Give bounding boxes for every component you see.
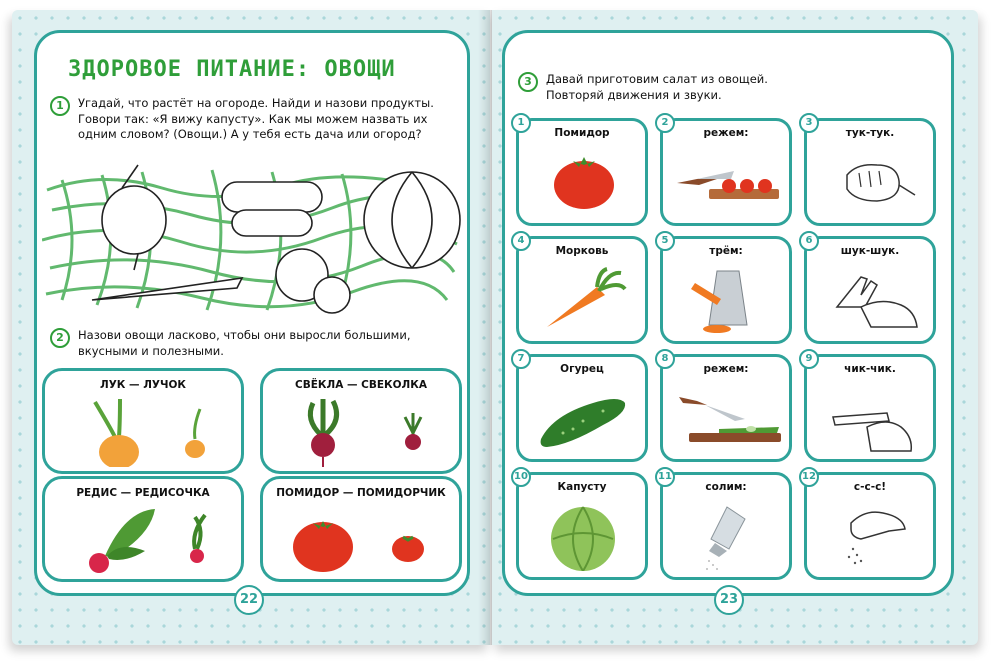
step-cell <box>516 472 648 580</box>
page-number-left: 22 <box>234 585 264 615</box>
step-label: Морковь <box>555 245 609 257</box>
grater-icon <box>687 263 767 335</box>
step-number: 6 <box>799 231 819 251</box>
vegetable-box-tomato <box>260 476 462 582</box>
step-label: режем: <box>703 363 749 375</box>
radish-icon <box>65 501 225 575</box>
carrot-icon <box>539 267 629 333</box>
step-label: тук-тук. <box>845 127 895 139</box>
vegetable-box-onion <box>42 368 244 474</box>
step-cell <box>660 236 792 344</box>
cucumber-icon <box>533 389 633 449</box>
step-cell <box>516 118 648 226</box>
task-3-text: Давай приготовим салат из овощей. Повторяй движения и звуки. <box>546 72 768 102</box>
left-page <box>12 10 490 645</box>
vegetable-puzzle-illustration <box>42 160 462 320</box>
step-cell <box>516 236 648 344</box>
vegetable-box-label: СВЁКЛА — СВЕКОЛКА <box>295 379 427 391</box>
step-label: солим: <box>705 481 747 493</box>
step-label: режем: <box>703 127 749 139</box>
step-number: 5 <box>655 231 675 251</box>
step-number: 12 <box>799 467 819 487</box>
step-number: 8 <box>655 349 675 369</box>
step-number: 11 <box>655 467 675 487</box>
step-cell <box>660 354 792 462</box>
step-label: чик-чик. <box>844 363 896 375</box>
page-number-right: 23 <box>714 585 744 615</box>
step-cell <box>516 354 648 462</box>
task-number-1: 1 <box>50 96 70 116</box>
step-number: 2 <box>655 113 675 133</box>
step-label: Огурец <box>560 363 604 375</box>
step-label: шук-шук. <box>840 245 900 257</box>
step-cell <box>804 354 936 462</box>
step-cell <box>804 118 936 226</box>
step-label: Капусту <box>557 481 607 493</box>
knife-cutting-cucumber-icon <box>669 389 784 449</box>
step-cell <box>660 472 792 580</box>
task-number-3: 3 <box>518 72 538 92</box>
step-cell <box>660 118 792 226</box>
tomato-icon <box>283 507 443 575</box>
step-cell <box>804 236 936 344</box>
onion-icon <box>75 397 225 467</box>
step-label: с-с-с! <box>853 481 887 493</box>
step-number: 7 <box>511 349 531 369</box>
step-number: 4 <box>511 231 531 251</box>
pinch-salt-hand-icon <box>831 499 911 571</box>
vegetable-box-radish <box>42 476 244 582</box>
step-number: 3 <box>799 113 819 133</box>
step-label: трём: <box>709 245 743 257</box>
knife-cutting-tomato-icon <box>669 161 784 206</box>
fist-hand-icon <box>837 155 917 210</box>
task-number-2: 2 <box>50 328 70 348</box>
vegetable-box-label: ПОМИДОР — ПОМИДОРЧИК <box>276 487 446 499</box>
task-2-text: Назови овощи ласково, чтобы они выросли большими, вкусными и полезными. <box>78 328 411 358</box>
salt-shaker-icon <box>699 501 759 573</box>
vegetable-box-label: ЛУК — ЛУЧОК <box>99 379 187 391</box>
step-label: Помидор <box>554 127 610 139</box>
vegetable-box-beet <box>260 368 462 474</box>
beet-icon <box>283 395 443 467</box>
chopping-hands-icon <box>827 387 917 453</box>
step-cell <box>804 472 936 580</box>
vegetable-box-label: РЕДИС — РЕДИСОЧКА <box>76 487 210 499</box>
step-number: 10 <box>511 467 531 487</box>
tomato-icon <box>549 151 619 211</box>
page-title: ЗДОРОВОЕ ПИТАНИЕ: ОВОЩИ <box>68 57 396 82</box>
step-number: 9 <box>799 349 819 369</box>
step-number: 1 <box>511 113 531 133</box>
right-page <box>492 10 978 645</box>
cabbage-icon <box>543 499 623 571</box>
rubbing-hands-icon <box>831 267 921 333</box>
task-1-text: Угадай, что растёт на огороде. Найди и назови продукты. Говори так: «Я вижу капусту». Как мы можем назвать их одним словом? (Овощи.) А у тебя есть дача или огород? <box>78 96 434 141</box>
